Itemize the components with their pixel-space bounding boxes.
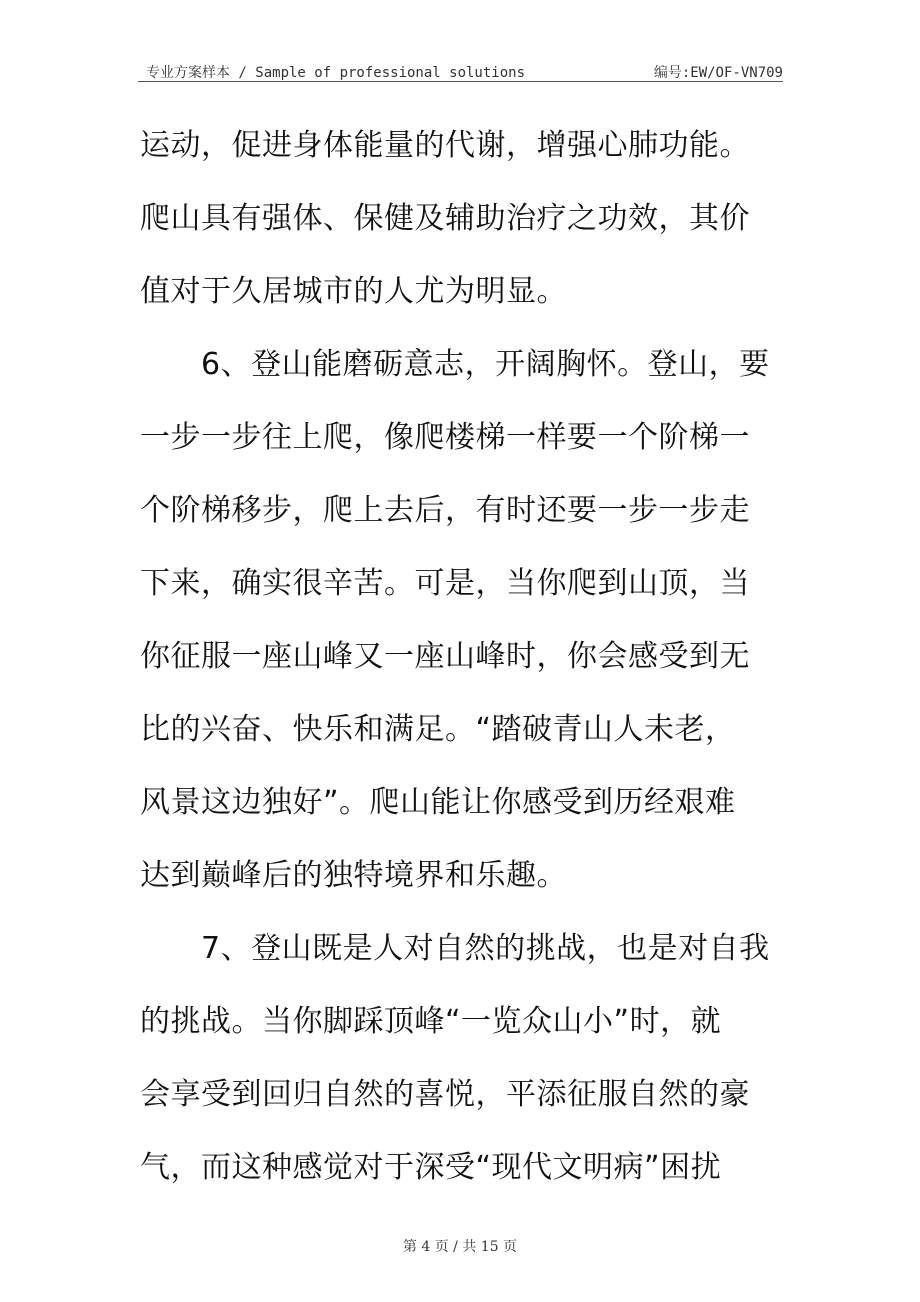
document-number: 编号:EW/OF-VN709	[653, 65, 783, 81]
header-divider	[138, 81, 783, 82]
text-line: 的挑战。当你脚踩顶峰“一览众山小”时，就	[140, 1004, 722, 1039]
text-line: 气，而这种感觉对于深受“现代文明病”困扰	[140, 1150, 722, 1185]
body-text	[140, 117, 790, 1212]
text-line: 你征服一座山峰又一座山峰时，你会感受到无	[140, 639, 750, 674]
text-line: 一步一步往上爬，像爬楼梯一样要一个阶梯一	[140, 420, 750, 455]
text-line: 个阶梯移步，爬上去后，有时还要一步一步走	[140, 493, 750, 528]
text-line: 风景这边独好”。爬山能让你感受到历经艰难	[140, 785, 736, 820]
text-line: 会享受到回归自然的喜悦，平添征服自然的豪	[140, 1077, 750, 1112]
text-line: 爬山具有强体、保健及辅助治疗之功效，其价	[140, 201, 750, 236]
text-line: 运动，促进身体能量的代谢，增强心肺功能。	[140, 128, 750, 163]
page-header	[138, 58, 783, 82]
text-line: 达到巅峰后的独特境界和乐趣。	[140, 858, 567, 893]
page-number: 第 4 页 / 共 15 页	[402, 1239, 518, 1255]
text-line: 7、登山既是人对自然的挑战，也是对自我	[140, 931, 770, 966]
header-title: 专业方案样本 / Sample of professional solutions	[146, 65, 526, 81]
text-line: 下来，确实很辛苦。可是，当你爬到山顶，当	[140, 566, 750, 601]
text-line: 值对于久居城市的人尤为明显。	[140, 274, 567, 309]
text-line: 比的兴奋、快乐和满足。“踏破青山人未老，	[140, 712, 736, 747]
text-line: 6、登山能磨砺意志，开阔胸怀。登山，要	[140, 347, 770, 382]
